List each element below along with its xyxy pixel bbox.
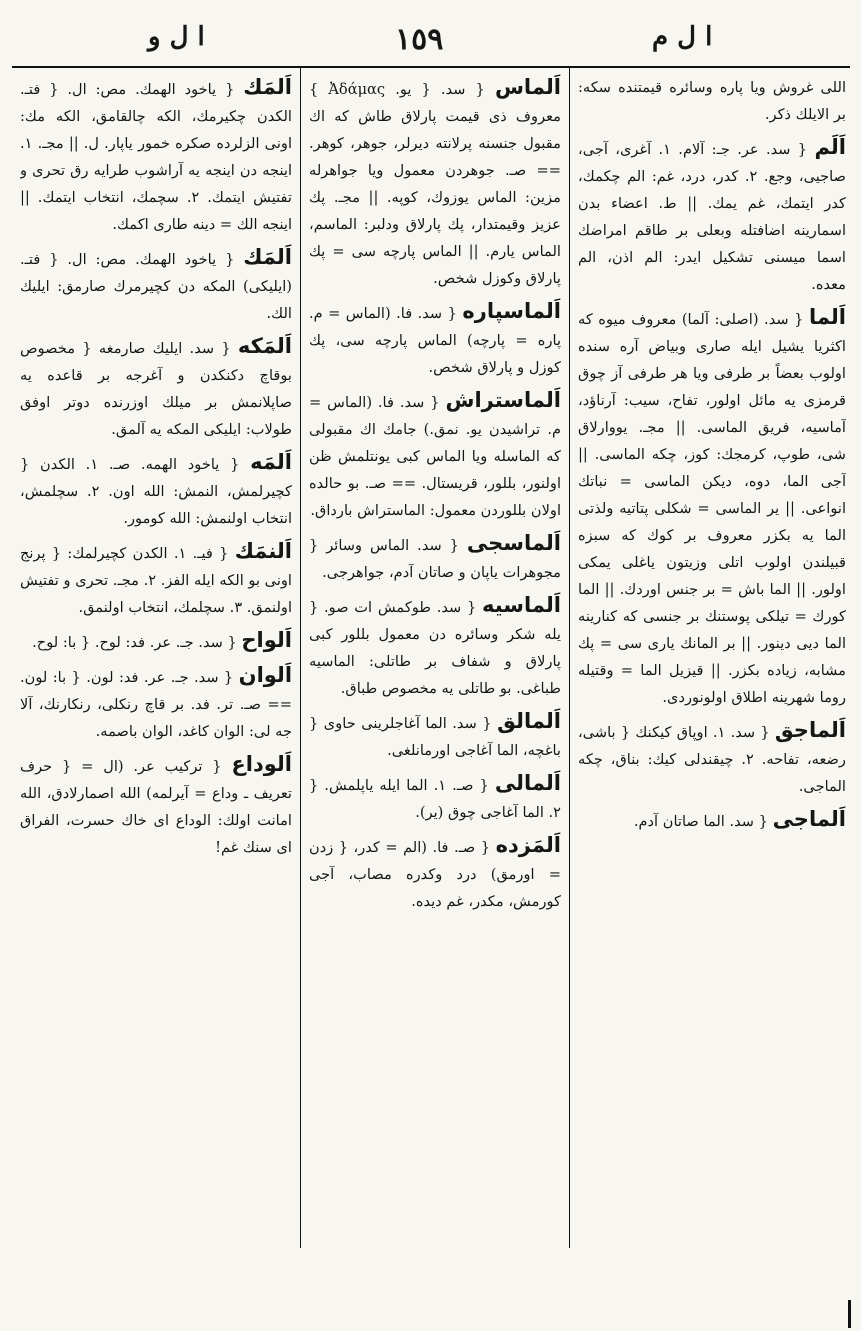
- dictionary-entry: [20, 538, 292, 621]
- column-divider-right: [569, 68, 570, 1248]
- entry-headword: اَلما: [808, 305, 846, 329]
- column-middle: [309, 74, 561, 1244]
- header-rule: [12, 66, 850, 68]
- dictionary-entry: [309, 74, 561, 292]
- dictionary-entry: [309, 298, 561, 381]
- dictionary-entry: [20, 74, 292, 238]
- entry-definition: { سد. { يو. Ἀδάμας } معروف ذى قيمت پارلاق طاش كه اك مقبول جنسنه پرلانته ديرلر، جوهر، كوهر. == صـ. جوهردن معمول ويا جواهرله مزين: الماس يوزوك، كوپه. || مجـ. پك عزيز وقيمتدار، پك پارلاق ودلبر: الماسم، الماس يارم. || الماس پارچه سى = پك پارلاق وكوزل شخص.: [309, 81, 561, 287]
- dictionary-entry: [20, 449, 292, 532]
- entry-headword: اَلوان: [238, 663, 292, 687]
- entry-definition: { تركيب عر. (ال = { حرف تعريف ـ وداع = آيرلمه) الله اصمارلادق، الله امانت اولك: الوداع اى خاك حسرت، الفراق اى سنك غم!: [20, 758, 292, 856]
- entry-definition: { فيـ. ١. الكدن كچيرلمك: { پرنج اونى بو الكه ايله الفز. ٢. مجـ. تحرى و تفتيش اولنمق. ٣. سچلمك، انتخاب اولنمق.: [20, 545, 292, 616]
- entry-headword: اَلمَه: [250, 450, 292, 474]
- dictionary-entry: [309, 770, 561, 826]
- entry-headword: اَلنمَك: [234, 539, 292, 563]
- dictionary-entry: [309, 708, 561, 764]
- entry-definition: { سد. ١. اوپاق كيكنك { باشى، رضعه، تفاحه. ٢. چيقندلى كيك: بناق، چكه الماجى.: [578, 724, 846, 795]
- entry-definition: { ياخود الهمك. مص: ال. { فتـ. (ايليكى) المكه دن كچيرمرك صارمق: ايليك الك.: [20, 251, 292, 322]
- dictionary-entry: [20, 333, 292, 443]
- entry-headword: اَلمالى: [494, 771, 561, 795]
- entry-definition: { سد. فا. (الماس = م. پاره = پارچه) الماس پارچه سى، پك كوزل و پارلاق شخص.: [309, 305, 561, 376]
- dictionary-entry: [309, 530, 561, 586]
- page-number: ١٥٩: [395, 22, 444, 57]
- dictionary-entry: [20, 244, 292, 327]
- entry-definition: { سد. جـ. عر. فد: لون. { با: لون. == صـ. تر. فد. بر قاچ رنكلى، رنكارنك، آلا جه لى: الوان كاغد، الوان باصمه.: [20, 669, 292, 740]
- dictionary-entry: [20, 627, 292, 656]
- entry-definition: { سد. طوكمش ات صو. { يله شكر وسائره دن معمول بللور كبى پارلاق و شفاف بر طاتلى: الماسيه طباغى. بو طاتلى يه مخصوص طباق.: [309, 599, 561, 697]
- dictionary-entry: [20, 662, 292, 745]
- dictionary-entry: [309, 832, 561, 915]
- entry-definition: { سد. ايليك صارمغه { مخصوص بوقاچ دكنكدن و آغرجه بر قاعده يه صاپلانمش بر ميلك اوزرنده دوتر اوفق طولاب: ايليكى المكه يه آلمق.: [20, 340, 292, 438]
- entry-headword: اَلمَكه: [237, 334, 292, 358]
- entry-definition: { سد. جـ. عر. فد: لوح. { با: لوح.: [32, 634, 237, 651]
- entry-headword: اَلماجى: [772, 807, 846, 831]
- entry-headword: اَلمَك: [243, 245, 292, 269]
- column-divider-left: [300, 68, 301, 1248]
- entry-headword: اَلواح: [241, 628, 292, 652]
- dictionary-entry: [578, 74, 846, 128]
- dictionary-entry: [578, 134, 846, 298]
- entry-definition: { ياخود الهمك. مص: ال. { فتـ. الكدن چكيرمك، الكه چالقامق، الكه مك: اونى الزلرده صكره خمور ياپار. ل. || مجـ. ١. اينجه دن اينجه يه آراشوب طرايه رق تحرى و تفتيش ايتمك. ٢. سچمك، انتخاب ايتمك. || اينجه الك = دينه طارى اكمك.: [20, 81, 292, 233]
- entry-definition: { سد. (اصلى: آلما) معروف ميوه كه اكثريا يشيل ايله صارى وبياض آره سنده اولوب بعضاً بر طرفى ويا هر طرفى آز چوق قرمزى يه مائل اولور، تفاح، سيب: آرناؤد، آماسيه، فريق الماسى. || مجـ. يووارلاق شى، طوپ، كرمجك: كوز، چكه الماسى. || آجى الما، دوه، ديكن الماسى = نباتك انواعى. || ير الماسى = شكلى پتاتيه ولذتى الما يه بكزر معروف بر كوك كه سبزه قبيلندن اولوب اتلى وزيتون ياغلى يمكى اولور. || الما باش = بر جنس اوردك. || الما كورك = تيلكى پوستنك بر جنسى كه كنارينه الما ديى دينور. || بر المانك يارى سى = پك مشابه، زياده بكزر. || قيزيل الما = وقتيله روما شهرينه اطلاق اولونوردى.: [578, 311, 846, 706]
- dictionary-entry: [578, 304, 846, 711]
- entry-headword: اَلَم: [814, 135, 846, 159]
- page-header: [0, 22, 861, 62]
- entry-definition: { سد. فا. (الماس = م. تراشيدن يو. نمق.) جامك اك مقبولى كه الماسله ويا الماس كبى يونتلمش ظن اولنور، بللور، قريستال. == صـ. بو حالده اولان بللوردن معمول: الماستراش بارداق.: [309, 394, 561, 519]
- column-left: [20, 74, 292, 1244]
- entry-headword: اَلماجق: [774, 718, 846, 742]
- header-right-keyword: ا ل م: [652, 22, 713, 52]
- entry-headword: اَلمَك: [243, 75, 292, 99]
- entry-headword: اَلماسجى: [466, 531, 561, 555]
- entry-headword: اَلماس: [494, 75, 561, 99]
- page-edge-mark: [848, 1300, 851, 1328]
- dictionary-entry: [20, 751, 292, 861]
- entry-definition: { صـ. ١. الما ايله ياپلمش. { ٢. الما آغاجى چوق (ير).: [309, 777, 561, 821]
- dictionary-entry: [578, 806, 846, 835]
- entry-headword: اَلماسپاره: [462, 299, 561, 323]
- column-right: [578, 74, 846, 1244]
- entry-definition: اللى غروش ويا پاره وسائره قيمتنده سكه: بر الايلك ذكر.: [578, 79, 846, 123]
- entry-headword: اَلوداع: [231, 752, 292, 776]
- entry-definition: { سد. الما آغاجلرينى حاوى { باغچه، الما آغاجى اورمانلغى.: [309, 715, 561, 759]
- entry-definition: { سد. الما صاتان آدم.: [633, 813, 768, 830]
- entry-definition: { صـ. فا. (الم = كدر، { زدن = اورمق) درد وكدره مصاب، آجى كورمش، مكدر، غم ديده.: [309, 839, 561, 910]
- entry-headword: اَلمالق: [497, 709, 561, 733]
- dictionary-entry: [309, 592, 561, 702]
- entry-headword: اَلماسيه: [481, 593, 561, 617]
- dictionary-entry: [578, 717, 846, 800]
- header-left-keyword: ا ل و: [148, 22, 205, 52]
- entry-definition: { سد. الماس وسائر { مجوهرات ياپان و صاتان آدم، جواهرجى.: [309, 537, 561, 581]
- entry-definition: { ياخود الهمه. صـ. ١. الكدن { كچيرلمش، النمش: الله اون. ٢. سچلمش، انتخاب اولنمش: الله كومور.: [20, 456, 292, 527]
- entry-headword: اَلمَزده: [495, 833, 561, 857]
- dictionary-entry: [309, 387, 561, 524]
- entry-definition: { سد. عر. جـ: آلام. ١. آغرى، آجى، صاجيى، وجع. ٢. كدر، درد، غم: الم چكمك، كدر ايتمك، غم يمك. || ط. اعضاء بدن اسمارينه اضافتله وبعلى بر طاقم امراضك اسما ميسنى تشكيل ايدر: الم اذن، الم معده.: [578, 141, 846, 293]
- entry-headword: اَلماستراش: [445, 388, 561, 412]
